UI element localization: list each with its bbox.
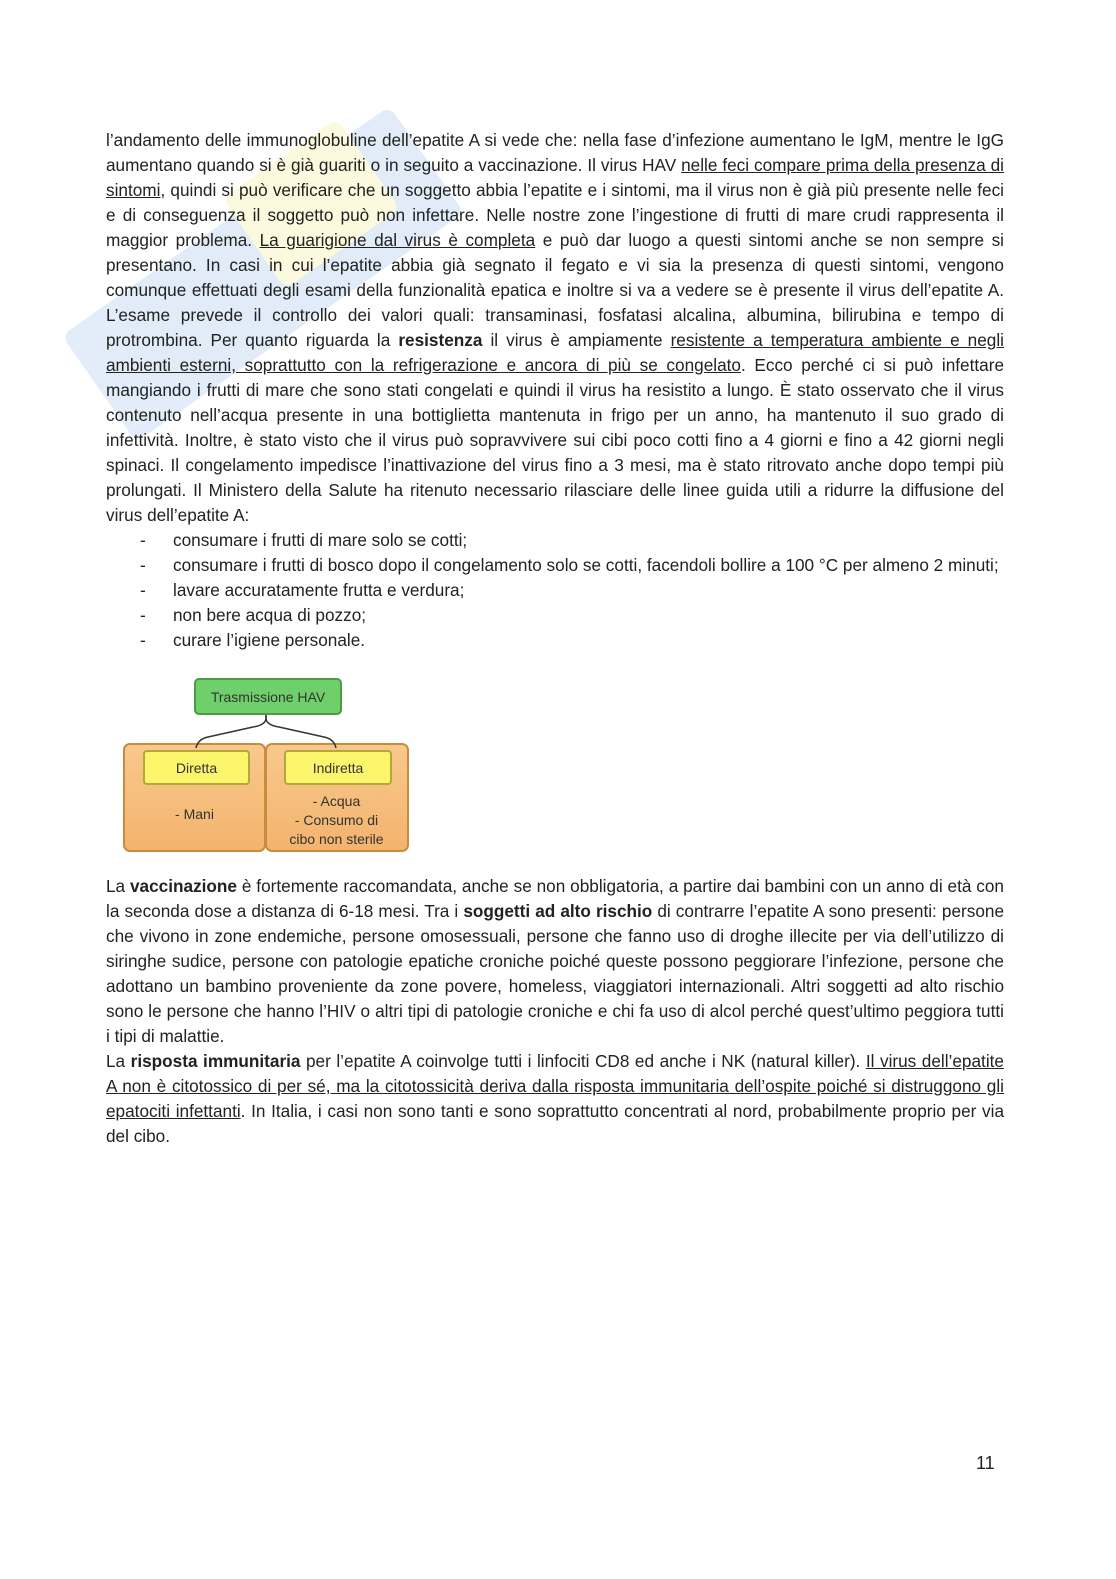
diagram-root-node: Trasmissione HAV: [194, 678, 342, 715]
page-number: 11: [976, 1453, 995, 1473]
list-dash: -: [140, 555, 146, 575]
transmission-diagram: [123, 675, 413, 860]
indiretta-line: - Consumo di: [294, 811, 379, 828]
list-item-text: consumare i frutti di mare solo se cotti;: [173, 530, 468, 550]
text-run: . Ecco perché ci si può infettare mangiando i frutti di mare che sono stati congelati e quindi il virus ha resistito a lungo. È stato osservato che il virus contenuto nell’acqua presente in una bottiglietta mantenuta in frigo per un anno, ha mantenuto il suo grado di infettività. Inoltre, è stato visto che il virus può sopravvivere sui cibi poco cotti fino a 4 giorni e fino a 42 giorni negli spinaci. Il congelamento impedisce l’inattivazione del virus fino a 3 mesi, ma è stato ritrovato anche dopo tempi più prolungati. Il Ministero della Salute ha ritenuto necessario rilasciare delle linee guida utili a ridurre la diffusione del virus dell’epatite A:: [106, 355, 1004, 525]
list-dash: -: [140, 630, 146, 650]
bold-term: soggetti ad alto rischio: [463, 901, 653, 921]
list-item-text: non bere acqua di pozzo;: [173, 605, 367, 625]
connector-right: [266, 713, 336, 748]
underlined-text: resistente a temperatura ambiente e negli ambienti esterni, soprattutto con la refrigerazione e ancora di più se congelato: [106, 330, 1004, 375]
underlined-text: La guarigione dal virus è completa: [259, 230, 536, 250]
text-run: l’andamento delle immunoglobuline dell’epatite A si vede che: nella fase d’infezione aumentano le IgM, mentre le IgG aumentano quando si è già guariti o in seguito a vaccinazione. Il virus HAV: [106, 130, 1004, 175]
list-item: [106, 553, 1004, 578]
paragraph-hav-overview: [106, 128, 1004, 528]
indiretta-line: cibo non sterile: [289, 830, 384, 847]
paragraph-vaccination: [106, 874, 1004, 1049]
paragraph-immune-response: [106, 1049, 1004, 1149]
text-run: per l’epatite A coinvolge tutti i linfociti CD8 ed anche i NK (natural killer).: [300, 1051, 866, 1071]
list-item: [106, 628, 1004, 653]
diretta-body-text: - Mani: [175, 806, 214, 822]
text-run: è fortemente raccomandata, anche se non obbligatoria, a partire dai bambini con un anno di età con la seconda dose a distanza di 6-18 mesi. Tra i: [106, 876, 1004, 921]
list-dash: -: [140, 605, 146, 625]
text-run: La: [106, 1051, 131, 1071]
list-dash: -: [140, 580, 146, 600]
list-item-text: consumare i frutti di bosco dopo il congelamento solo se cotti, facendoli bollire a 100 °C per almeno 2 minuti;: [173, 555, 999, 575]
connector-left: [196, 713, 266, 748]
text-run: di contrarre l’epatite A sono presenti: persone che vivono in zone endemiche, persone omosessuali, persone che fanno uso di droghe illecite per via dell’utilizzo di siringhe sudice, persone con patologie epatiche croniche poiché queste possono peggiorare l’infezione, persone che adottano un bambino proveniente da zone povere, homeless, viaggiatori internazionali. Altri soggetti ad alto rischio sono le persone che hanno l’HIV o altri tipi di patologie croniche e chi fa uso di alcol perché quest’ultimo peggiora tutti i tipi di malattie.: [106, 901, 1004, 1046]
guidelines-list: [106, 528, 1004, 653]
bold-term: risposta immunitaria: [130, 1051, 301, 1071]
underlined-text: Il virus dell’epatite A non è citotossico di per sé, ma la citotossicità deriva dalla risposta immunitaria dell’ospite poiché si distruggono gli epatociti infettanti: [106, 1051, 1004, 1121]
text-run: , quindi si può verificare che un soggetto abbia l’epatite e i sintomi, ma il virus non è già più presente nelle feci e di conseguenza il soggetto può non infettare. Nelle nostre zone l’ingestione di frutti di mare crudi rappresenta il maggior problema.: [106, 180, 1004, 250]
list-item: [106, 578, 1004, 603]
text-run: il virus è ampiamente: [482, 330, 671, 350]
list-item-text: lavare accuratamente frutta e verdura;: [173, 580, 465, 600]
text-run: . In Italia, i casi non sono tanti e sono soprattutto concentrati al nord, probabilmente proprio per via del cibo.: [106, 1101, 1005, 1146]
underlined-text: nelle feci compare prima della presenza di sintomi: [106, 155, 1004, 200]
text-run: e può dar luogo a questi sintomi anche se non sempre si presentano. In casi in cui l’epatite abbia già segnato il fegato e vi sia la presenza di questi sintomi, vengono comunque effettuati degli esami della funzionalità epatica e inoltre si va a vedere se è presente il virus dell’epatite A. L’esame prevede il controllo dei valori quali: transaminasi, fosfatasi alcalina, albumina, bilirubina e tempo di protrombina. Per quanto riguarda la: [106, 230, 1005, 350]
bold-term: vaccinazione: [130, 876, 237, 896]
list-item: [106, 603, 1004, 628]
list-dash: -: [140, 530, 146, 550]
text-run: La: [106, 876, 130, 896]
bold-term: resistenza: [398, 330, 483, 350]
diagram-node-indiretta: Indiretta: [284, 750, 392, 785]
list-item: [106, 528, 1004, 553]
diagram-node-diretta: Diretta: [143, 750, 250, 785]
indiretta-line: - Acqua: [312, 792, 361, 809]
document-body: [106, 128, 1004, 1149]
list-item-text: curare l’igiene personale.: [173, 630, 366, 650]
indiretta-body-text: [265, 791, 408, 849]
